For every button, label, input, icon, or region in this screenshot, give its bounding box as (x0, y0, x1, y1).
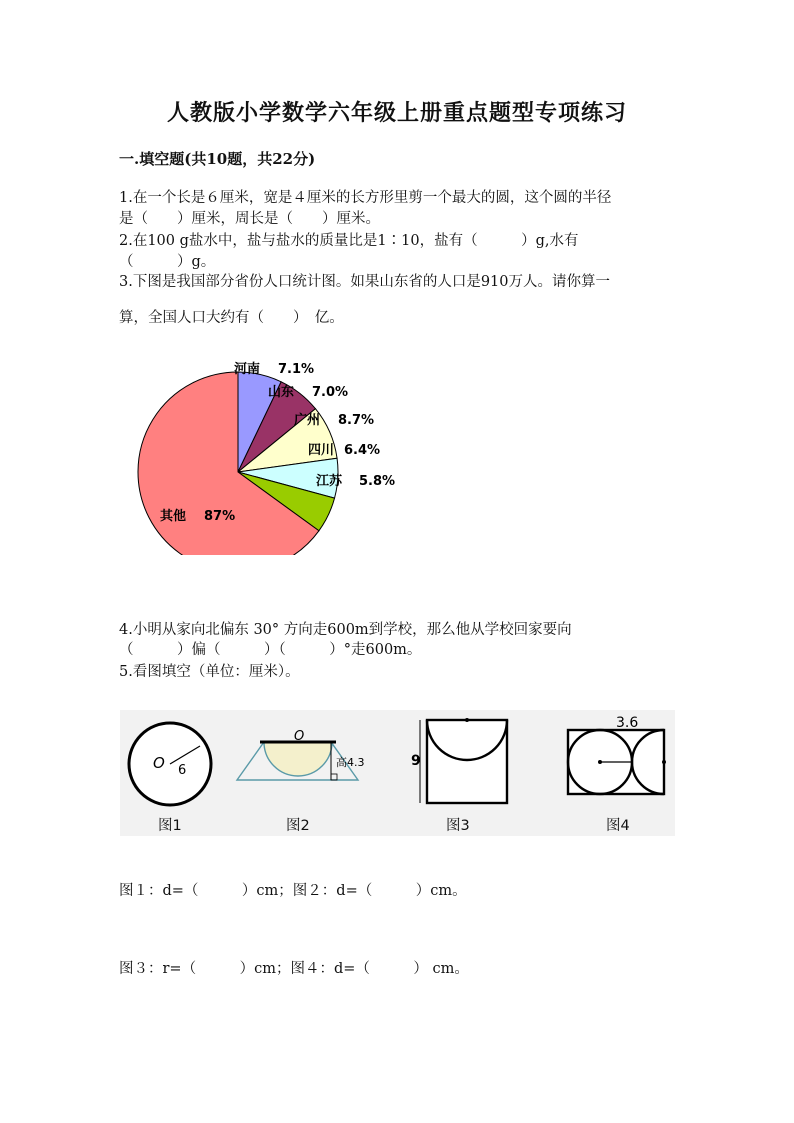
q1-line2: 是（ ）厘米，周长是（ ）厘米。 (119, 211, 380, 227)
pie-label-name-4: 江苏 (316, 474, 343, 489)
fig1-caption: 图1 (158, 818, 182, 834)
pie-label-value-5: 87% (204, 509, 236, 524)
fig2-center-label: O (294, 729, 305, 744)
q3-line2: 算，全国人口大约有（ ） 亿。 (119, 310, 344, 326)
pie-chart-svg (130, 355, 420, 555)
pie-label-name-2: 广州 (294, 413, 321, 428)
q5-answer-line2: 图３：r=（ ）cm；图４：d=（ ） cm。 (119, 961, 469, 977)
q2-line1: 2.在100 g盐水中，盐与盐水的质量比是1∶10，盐有（ ）g,水有 (119, 233, 579, 249)
fig3-caption: 图3 (446, 818, 470, 834)
page-title: 人教版小学数学六年级上册重点题型专项练习 (166, 100, 627, 126)
figures-svg (120, 710, 675, 836)
fig4-top-label: 3.6 (616, 715, 639, 731)
fig4-caption: 图4 (606, 818, 630, 834)
population-pie-chart (130, 355, 420, 555)
pie-label-value-4: 5.8% (359, 474, 396, 489)
q1-line1: 1.在一个长是６厘米，宽是４厘米的长方形里剪一个最大的圆，这个圆的半径 (119, 190, 612, 206)
q4-line1: 4.小明从家向北偏东 30° 方向走600m到学校，那么他从学校回家要向 (119, 622, 572, 638)
fig2-caption: 图2 (286, 818, 310, 834)
pie-label-name-0: 河南 (234, 362, 261, 377)
fig2-height-label: 高4.3 (336, 756, 365, 769)
fig3-side-label: 9 (411, 753, 421, 769)
fig1-center-label: O (153, 754, 165, 772)
pie-label-value-2: 8.7% (338, 413, 375, 428)
pie-label-name-5: 其他 (160, 509, 187, 524)
pie-label-value-3: 6.4% (344, 443, 381, 458)
pie-label-value-0: 7.1% (278, 362, 315, 377)
figure-3 (411, 718, 507, 803)
pie-label-value-1: 7.0% (312, 385, 349, 400)
q3-line1: 3.下图是我国部分省份人口统计图。如果山东省的人口是910万人。请你算一 (119, 274, 611, 290)
fig1-radius-label: 6 (178, 763, 187, 778)
figure-2 (237, 729, 365, 780)
q5-line1: 5.看图填空（单位：厘米）。 (119, 664, 300, 680)
figure-4 (568, 715, 666, 794)
q4-line2: （ ）偏（ ）（ ）°走600m。 (119, 642, 422, 658)
q5-answer-line1: 图１：d=（ ）cm；图２：d=（ ）cm。 (119, 883, 467, 899)
figure-1 (129, 723, 211, 805)
section-heading: 一.填空题(共10题，共22分) (119, 150, 316, 168)
pie-label-name-1: 山东 (268, 385, 295, 400)
pie-label-name-3: 四川 (308, 443, 335, 458)
q2-line2: （ ）g。 (119, 254, 216, 270)
figures-panel (120, 710, 675, 836)
